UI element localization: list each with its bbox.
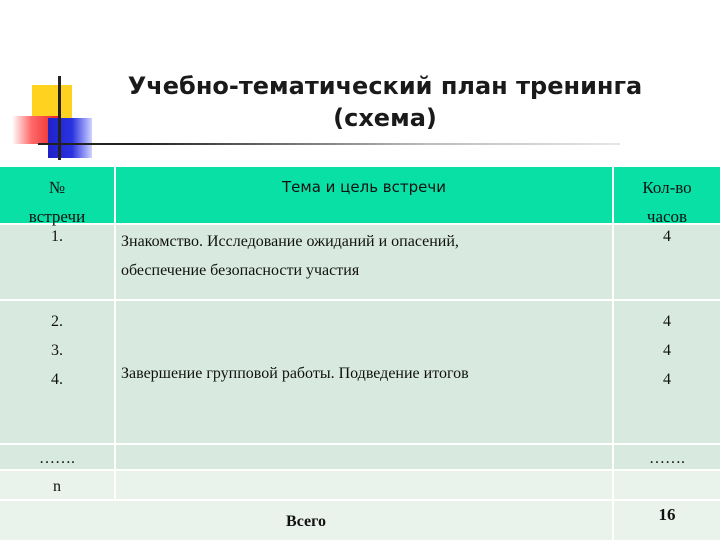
header-hours bbox=[614, 173, 720, 231]
row2-hours: 4 bbox=[663, 313, 671, 330]
rows-2-4-numbers bbox=[0, 307, 114, 394]
header-hours-line2: часов bbox=[646, 207, 688, 226]
row4-topic: Завершение групповой работы. Подведение итогов bbox=[121, 365, 469, 382]
row-n-number: n bbox=[53, 478, 61, 495]
header-hours-line1: Кол-во bbox=[642, 178, 692, 197]
slide-title-line1: Учебно-тематический план тренинга bbox=[127, 72, 643, 100]
decor-fade-line bbox=[140, 143, 620, 145]
training-plan-table bbox=[0, 167, 720, 540]
row1-topic bbox=[121, 227, 601, 285]
header-number-line1: № bbox=[48, 178, 66, 197]
decor-vertical-line bbox=[58, 76, 61, 160]
row4-cell-topic bbox=[116, 471, 612, 499]
header-number-line2: встречи bbox=[28, 207, 86, 226]
ellipsis-number: ……. bbox=[39, 450, 75, 467]
slide-title bbox=[110, 70, 660, 134]
row1-hours: 4 bbox=[663, 228, 671, 245]
row1-topic-line2: обеспечение безопасности участия bbox=[121, 262, 360, 279]
row4-cell-hours bbox=[614, 471, 720, 499]
row3-cell-topic bbox=[116, 445, 612, 469]
row1-number: 1. bbox=[51, 228, 63, 245]
total-value: 16 bbox=[658, 505, 676, 524]
row2-number: 2. bbox=[51, 313, 63, 330]
decor-blue-square bbox=[48, 118, 92, 158]
row3-hours: 4 bbox=[663, 342, 671, 359]
ellipsis-hours: ……. bbox=[649, 450, 685, 467]
row4-number: 4. bbox=[51, 371, 63, 388]
total-label: Всего bbox=[286, 513, 326, 530]
header-number bbox=[0, 173, 114, 231]
rows-2-4-hours bbox=[614, 307, 720, 394]
row4-hours: 4 bbox=[663, 371, 671, 388]
header-topic: Тема и цель встречи bbox=[281, 178, 446, 196]
slide-title-line2: (схема) bbox=[333, 104, 437, 132]
row1-topic-line1: Знакомство. Исследование ожиданий и опасений, bbox=[121, 233, 459, 250]
row3-number: 3. bbox=[51, 342, 63, 359]
